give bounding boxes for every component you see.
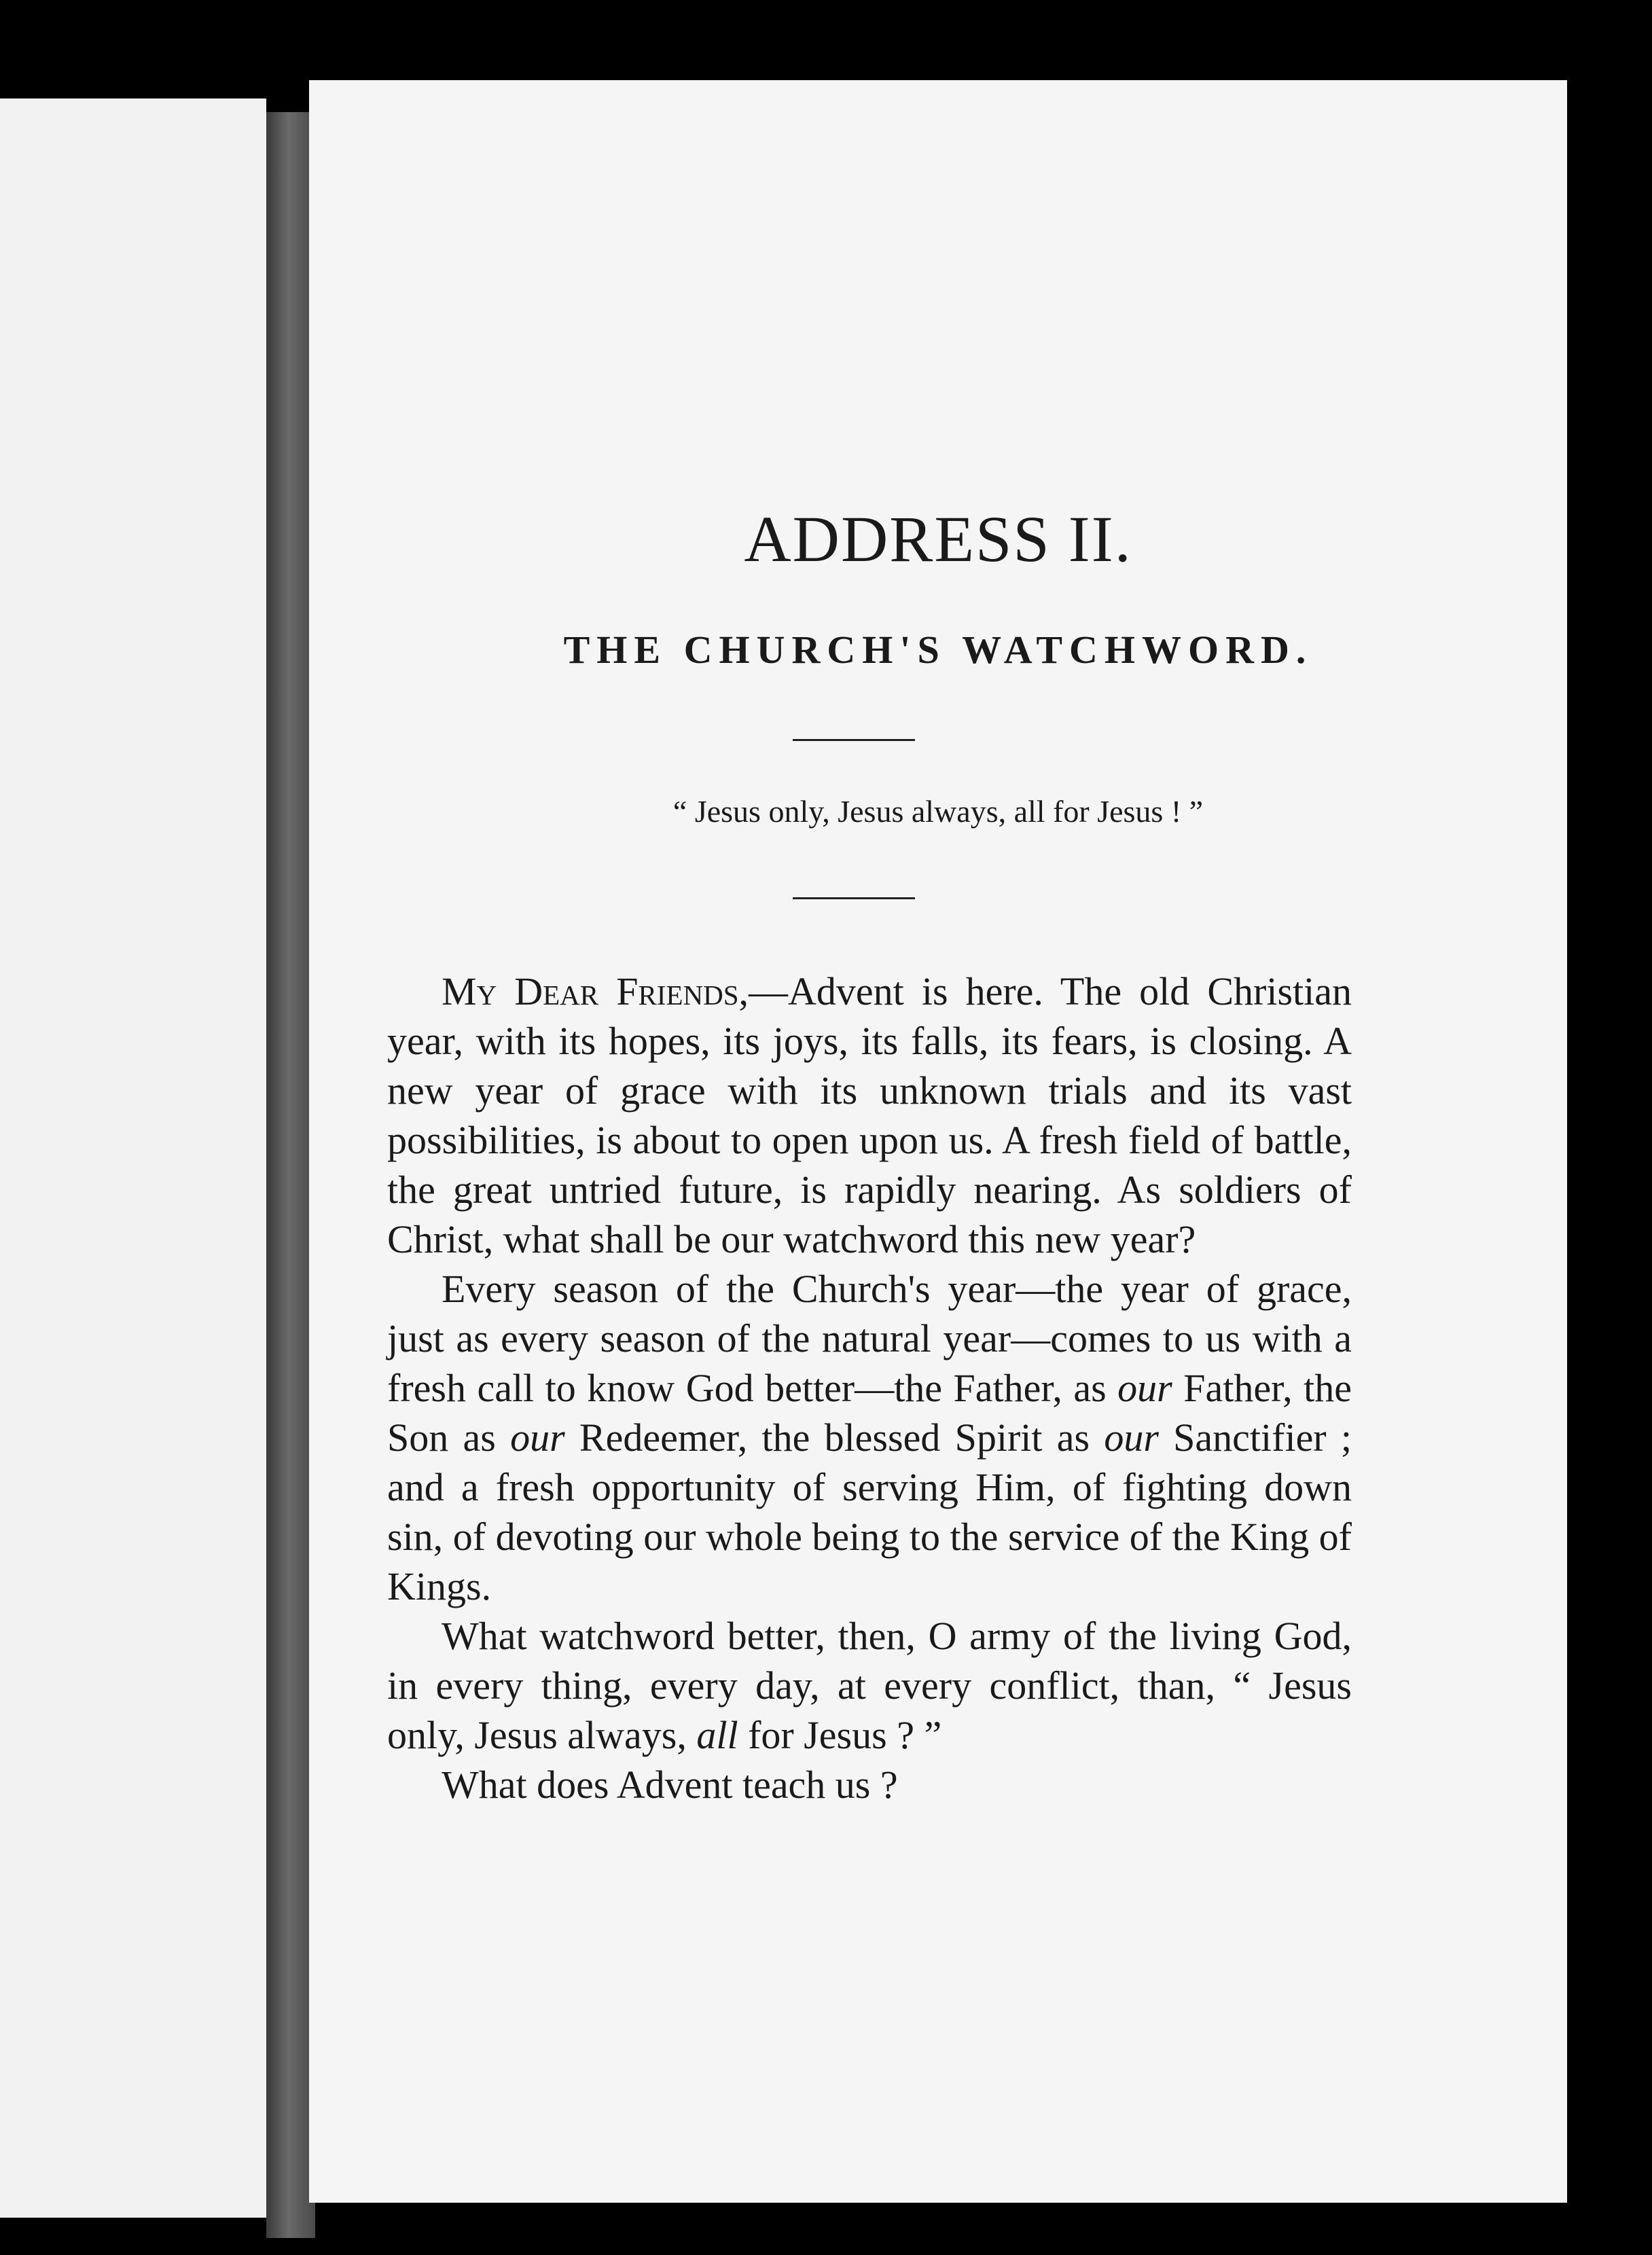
left-page (0, 98, 266, 2218)
divider-rule (793, 897, 915, 899)
page-subtitle: THE CHURCH'S WATCHWORD. (563, 628, 1313, 672)
paragraph: What does Advent teach us ? (442, 1763, 898, 1807)
paragraph: My Dear Friends,—Advent is here. The old Christian year, with its hopes, its joys, its falls, its fears, is closing. A new year of grace with its unknown trials and its vast possibilities, is about to open upon us. A fresh field of battle, the great untried future, is rapidly nearing. As soldiers of Christ, what shall be our watchword this new year? (387, 969, 1352, 1261)
paragraph: Every season of the Church's year—the year of grace, just as every season of the natural year—comes to us with a fresh call to know God better—the Father, as our Father, the Son as our Redeemer, the blessed Spirit as our Sanctifier ; and a fresh opportunity of serving Him, of fighting down sin, of devoting our whole being to the service of the King of Kings. (387, 1267, 1352, 1608)
right-page (309, 80, 1567, 2203)
divider-rule (793, 739, 915, 741)
book-spine (266, 112, 315, 2238)
epigraph: “ Jesus only, Jesus always, all for Jesus ! ” (672, 794, 1204, 829)
page-title: ADDRESS II. (744, 503, 1132, 575)
paragraph: What watchword better, then, O army of the living God, in every thing, every day, at every conflict, than, “ Jesus only, Jesus always, all for Jesus ? ” (387, 1614, 1352, 1757)
salutation: My Dear Friends, (442, 969, 749, 1013)
body-text (387, 967, 1352, 1809)
